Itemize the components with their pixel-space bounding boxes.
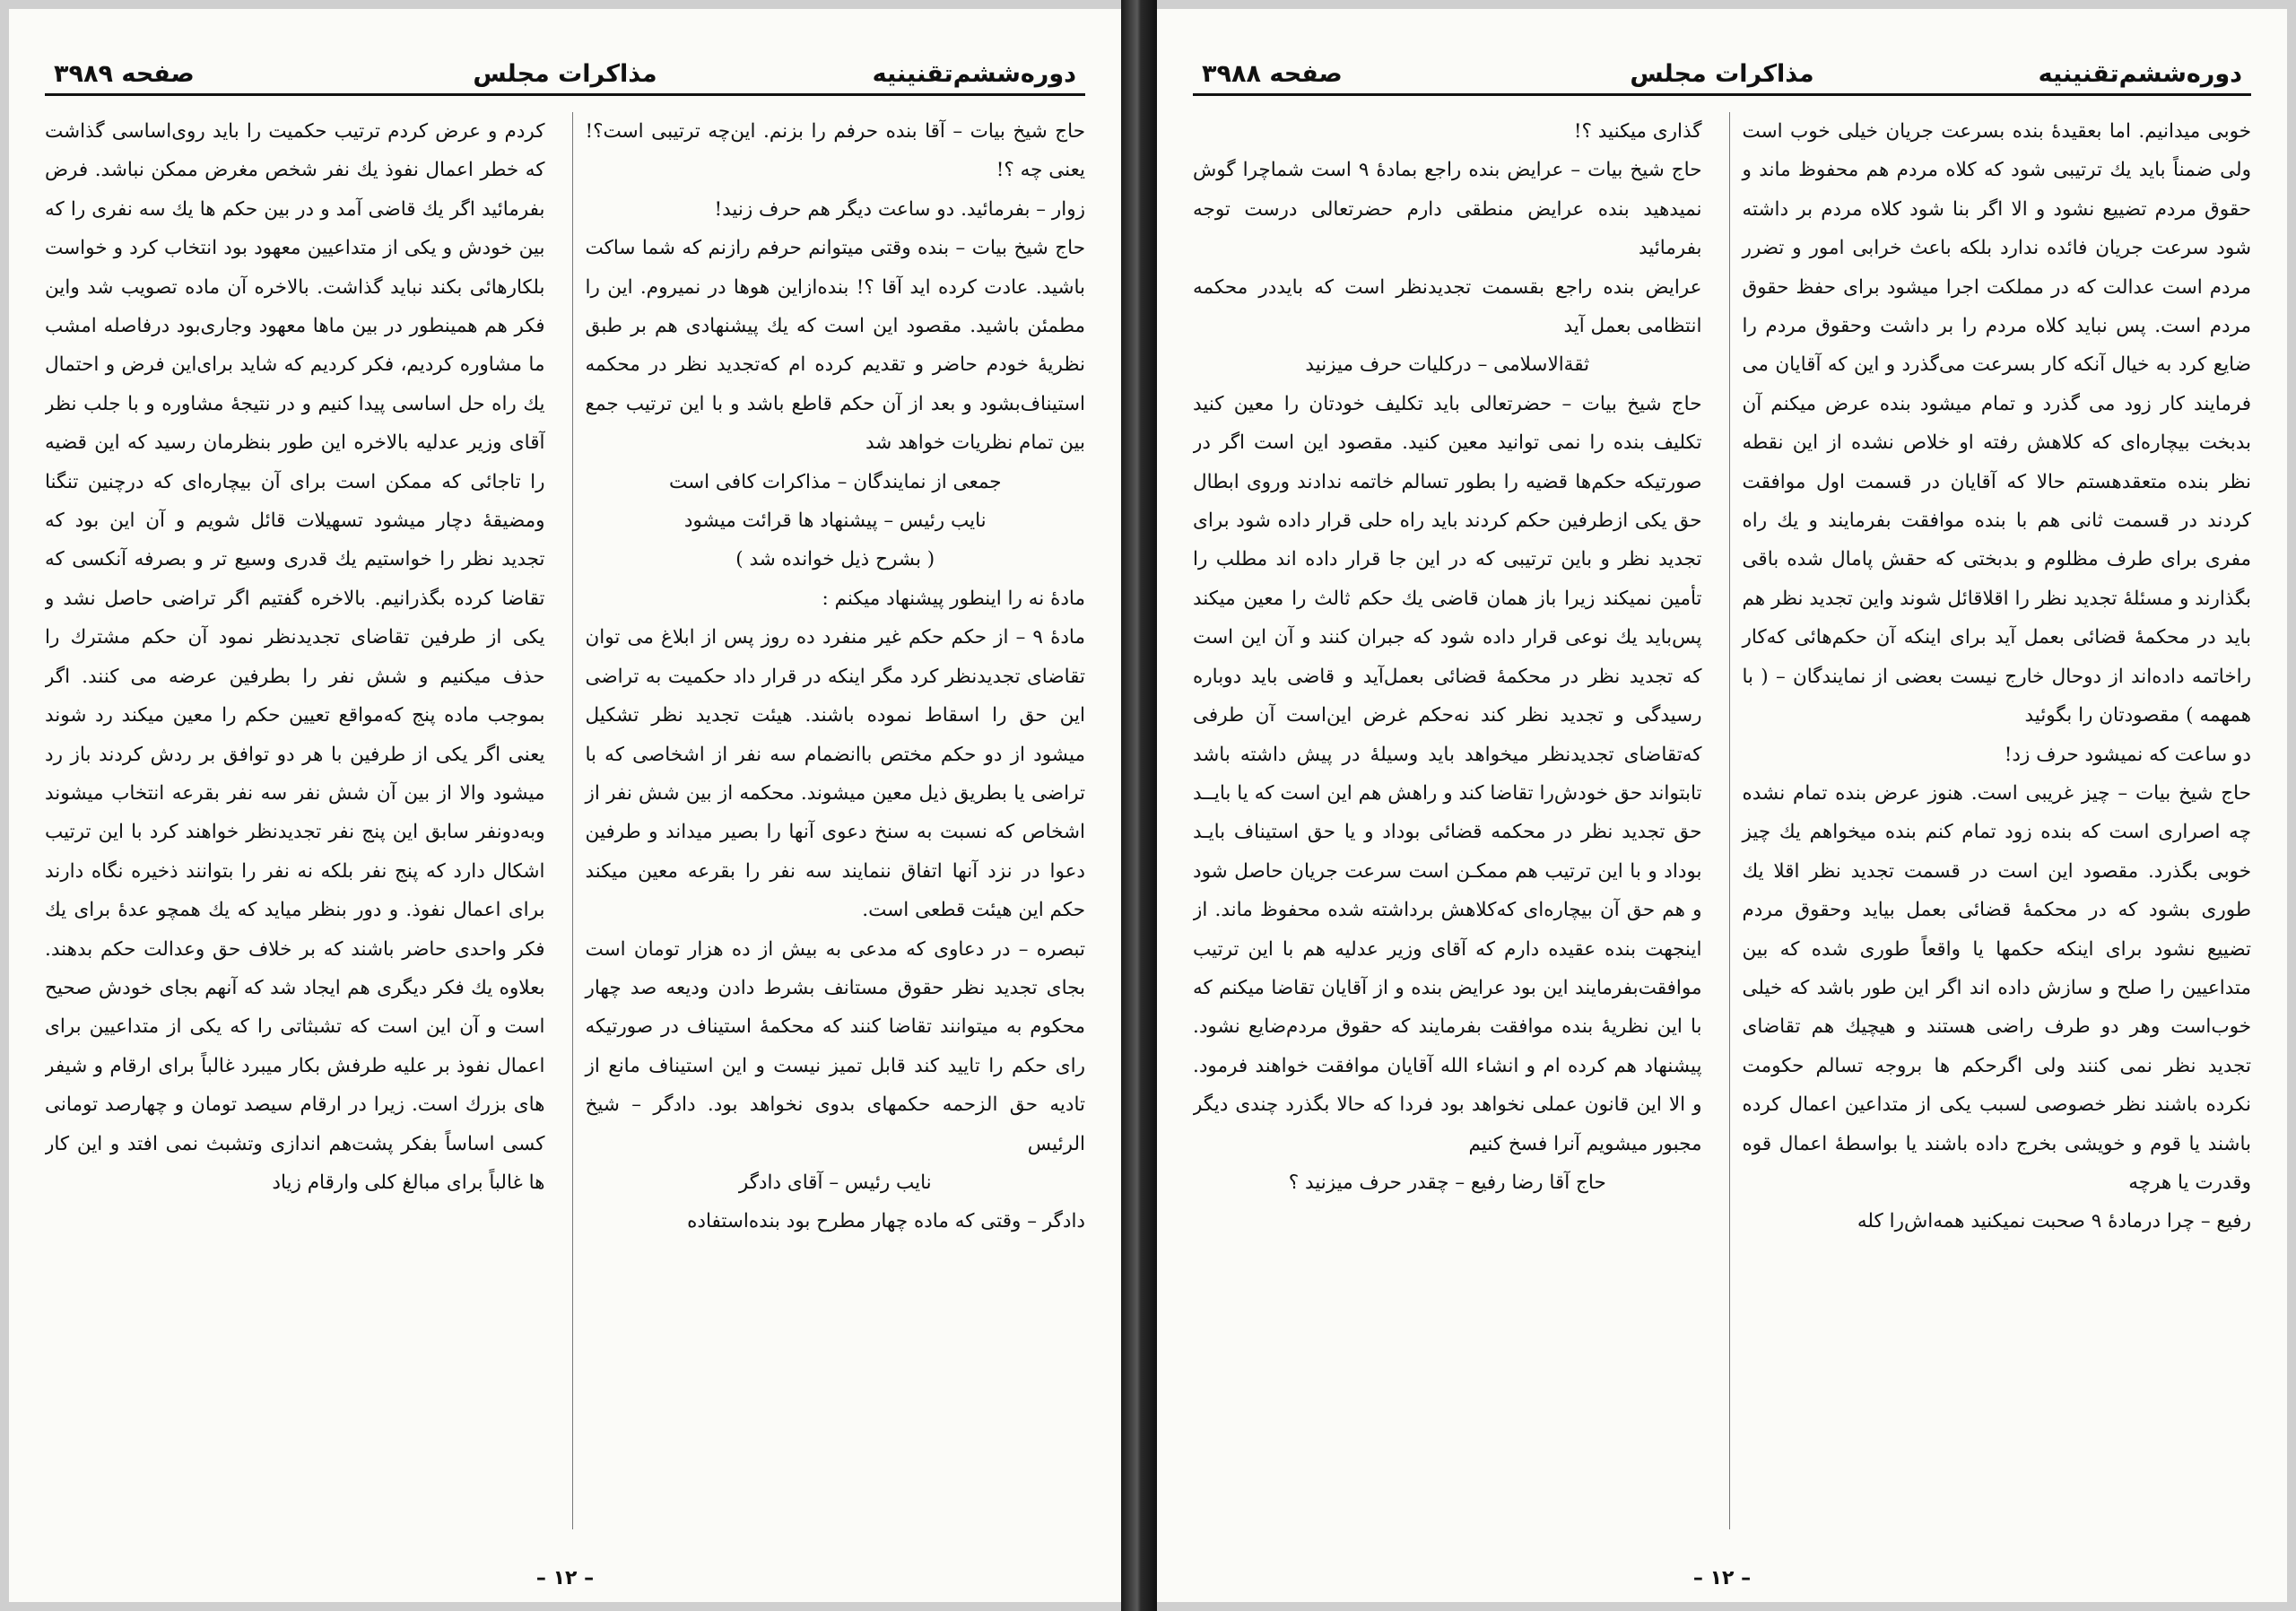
paragraph: دادگر – وقتی که ماده چهار مطرح بود بنده‌استفاده xyxy=(687,1210,1085,1233)
paragraph: کردم و عرض کردم ترتیب حکمیت را باید روی‌اساسی گذاشت که خطر اعمال نفوذ یك نفر شخص مغرض ممکن نباشد. فرض بفرمائید اگر یك قاضی آمد و در بین حکم ها یك سه نفری را که بین خودش و یکی از متداعیین معهود بود انتخاب کرد و خواست بلکارهائی بکند نباید گذاشت. بالاخره آن ماده تصویب شد واین فکر هم همینطور در بین ماها معهود وجاری‌بود درفاصله امشب ما مشاوره کردیم، فکر کردیم که شاید برای‌این فرض و احتمال یك راه حل اساسی پیدا کنیم و در نتیجهٔ مشاوره و با جلب نظر آقای وزیر عدلیه بالاخره این طور بنظرمان رسید که این قضیه را تاجائی که ممکن است برای آن بیچاره‌ای که درچنین تنگنا ومضیقهٔ دچار میشود تسهیلات قائل شویم و آن این بود که تجدید نظر را خواستیم یك قدری وسیع تر و بصرفه آنکسی که تقاضا کرده بگذرانیم. بالاخره گفتیم اگر تراضی حاصل نشد و یکی از طرفین تقاضای تجدیدنظر نمود آن حکم مشترك را حذف میکنیم و شش نفر را بطرفین عرضه می کنند. اگر بموجب ماده پنج که‌مواقع تعیین حکم را معین میکند رد شوند یعنی اگر یکی از طرفین با هر دو توافق بر ردش کردند باز رد میشود والا از بین آن شش نفر سه نفر بقرعه انتخاب میشوند وبه‌دونفر سابق این پنج نفر تجدیدنظر خواهند کرد با این ترتیب اشکال دارد که پنج نفر بلکه نه نفر را بتوانند ذخیره نگاه دارند برای اعمال نفوذ. و دور بنظر میاید که یك همچو عدهٔ برای یك فکر واحدی حاضر باشند که بر خلاف حق وعدالت حکم بدهند. بعلاوه یك فکر دیگری هم ایجاد شد که آنهم بجای خودش صحیح است و آن این است که تشبثاتی را که یکی از متداعیین برای اعمال نفوذ بر علیه طرفش بکار میبرد غالباً برای ارقام و شیفر های بزرك است. زیرا در ارقام سیصد تومان و چهارصد تومانی کسی اساساً بفکر پشت‌هم اندازی وتشبث نمی افتد و این کار ها غالباً برای مبالغ کلی وارقام زیاد xyxy=(45,120,545,1194)
paragraph: حاج شیخ بیات – چیز غریبی است. هنوز عرض بنده تمام نشده چه اصراری است که بنده زود تمام کنم بنده میخواهم یك چیز خوبی بگذرد. مقصود این است در قسمت تجدید نظر اقلا یك طوری بشود که در محکمهٔ قضائی بعمل بیاید وحقوق مردم تضییع نشود برای اینکه حکمها یا واقعاً طوری شده که بین متداعیین را صلح و سازش داده اند اگر این طور باشد که خیلی خوب‌است وهر دو طرف راضی هستند و هیچیك هم تقاضای تجدید نظر نمی کنند ولی اگرحکم ها بروجه تسالم حکومت نکرده باشند نظر خصوصی لسبب یکی از متداعین اعمال کرده باشند یا قوم و خویشی بخرج داده باشند یا بواسطهٔ اعمال قوه وقدرت یا هرچه xyxy=(1742,781,2251,1194)
header-session: دوره‌ششم‌تقنینیه xyxy=(872,60,1076,88)
column-left xyxy=(1193,112,1702,1529)
paragraph: جمعی از نمایندگان – مذاکرات کافی است xyxy=(668,470,1002,493)
header-title: مذاکرات مجلس xyxy=(473,60,657,88)
paragraph: نایب رئیس – آقای دادگر xyxy=(738,1171,932,1194)
text-columns xyxy=(45,112,1085,1529)
header-session: دوره‌ششم‌تقنینیه xyxy=(2038,60,2242,88)
paragraph: دو ساعت که نمیشود حرف زد! xyxy=(2004,743,2251,766)
page-3988 xyxy=(1157,9,2287,1602)
paragraph: خوبی میدانیم. اما بعقیدهٔ بنده بسرعت جریان خیلی خوب است ولی ضمناً باید یك ترتیبی شود که کلاه مردم هم محفوظ ماند و حقوق مردم تضییع نشود و الا اگر بنا شود کلاه مردم بر داشته شود سرعت جریان فائده ندارد بلکه باعث خرابی امور و تضرر مردم است عدالت که در مملکت اجرا میشود برای حفظ حقوق مردم است. پس نباید کلاه مردم را بر داشت وحقوق مردم را ضایع کرد به خیال آنکه کار بسرعت می‌گذرد و این که آقایان می فرمایند کار زود می گذرد و تمام میشود بنده عرض میکنم آن بدبخت بیچاره‌ای که کلاهش رفته او خلاص نشده از این نقطه نظر بنده متعقدهستم حالا که آقایان در قسمت اول موافقت کردند در قسمت ثانی هم با بنده موافقت بفرمایند و یك راه مفری برای طرف مظلوم و بدبختی که حقش پامال شده باقی بگذارند و مسئلهٔ تجدید نظر را اقلاقائل شوند واین تجدید نظر هم باید در محکمهٔ قضائی بعمل آید برای اینکه آن حکم‌هائی که‌کار راخاتمه داده‌اند از دوحال خارج نیست بعضی از نمایندگان – ( با همهمه ) مقصودتان را بگوئید xyxy=(1742,120,2251,727)
book-gutter xyxy=(1121,0,1157,1611)
paragraph: حاج آقا رضا رفیع – چقدر حرف میزنید ؟ xyxy=(1288,1171,1606,1194)
paragraph: حاج شیخ بیات – بنده وقتی میتوانم حرفم رازنم که شما ساکت باشید. عادت کرده اید آقا ؟! بنده‌ازاین هو‌ها در نمیروم. این را مطمئن باشید. مقصود این است که یك پیشنهادی هم بر طبق نظریهٔ خودم حاضر و تقدیم کرده ام که‌تجدید نظر در محکمه استیناف‌بشود و بعد از آن حکم قاطع باشد و با این ترتیب جمع بین تمام نظریات خواهد شد xyxy=(585,237,1085,455)
page-footer-number: – ۱۲ – xyxy=(1692,1567,1752,1589)
paragraph: حاج شیخ بیات – آقا بنده حرفم را بزنم. این‌چه ترتیبی است؟! یعنی چه ؟! xyxy=(585,120,1085,182)
header-title: مذاکرات مجلس xyxy=(1630,60,1814,88)
paragraph: ثقة‌الاسلامی – درکلیات حرف میزنید xyxy=(1305,353,1590,377)
page-header xyxy=(1193,36,2251,96)
text-columns xyxy=(1193,112,2251,1529)
paragraph: گذاری میکنید ؟! xyxy=(1573,120,1702,143)
page-header xyxy=(45,36,1085,96)
column-right xyxy=(572,112,1086,1529)
paragraph: عرایض بنده راجع بقسمت تجدیدنظر است که بایددر محکمه انتظامی بعمل آید xyxy=(1193,275,1702,338)
page-footer-number: – ۱۲ – xyxy=(535,1567,595,1589)
paragraph: ( بشرح ذیل خوانده شد ) xyxy=(735,548,935,571)
paragraph: تبصره – در دعاوی که مدعی به بیش از ده هزار تومان است بجای تجدید نظر حقوق مستانف بشرط دادن ودیعه صد چهار محکوم به میتوانند تقاضا کنند که محکمهٔ استیناف در صورتیکه رای حکم را تایید کند قابل تمیز نیست و این استیناف مانع از تادیه حق الزحمه حکمهای بدوی نخواهد بود. دادگر – شیخ الرئیس xyxy=(585,937,1085,1155)
column-left xyxy=(45,112,545,1529)
paragraph: حاج شیخ بیات – حضرتعالی باید تکلیف خودتان را معین کنید تکلیف بنده را نمی توانید معین کنید. مقصود این است اگر در صورتیکه حکم‌ها قضیه را بطور تسالم خاتمه ندادند وروی ابطال حق یکی ازطرفین حکم کردند باید راه حلی قرار داده شود برای تجدید نظر و باین ترتیبی که در این جا قرار داده اند مطلب را تأمین نمیکند زیرا باز همان قاضی یك حکم ثالث را معین میکند پس‌باید یك نوعی قرار داده شود که جبران کنند و آن این است که تجدید نظر در محکمهٔ قضائی بعمل‌آید و قاضی باید دوباره رسیدگی و تجدید نظر کند نه‌حکم غرض این‌است آن طرفی که‌تقاضای تجدید‌نظر میخواهد باید وسیلهٔ در پیش داشته باشد تا‌بتواند حق خودش‌را تقاضا کند و راهش هم این است که یا بایــد حق تجدید نظر در محکمه قضائی بوداد و یا حق استیناف بایـد بوداد و با این ترتیب هم ممکـن است سرعت جریان حاصل شود و هم حق آن بیچاره‌ای که‌کلاهش برداشته شده محفوظ ماند. از اینجهت بنده عقیده دارم که آقای وزیر عدلیه هم با این ترتیب موافقت‌بفرمایند این بود عرایض بنده و از آقایان تقاضا میکنم که با این نظریهٔ بنده موافقت بفرمایند که حقوق مردم‌ضایع نشود. پیشنهاد هم کرده ام و انشاء الله آقایان موافقت خواهند فرمود. و الا این قانون عملی نخواهد بود فردا که حالا بگذرد چندی دیگر مجبور میشویم آنرا فسخ کنیم xyxy=(1193,392,1702,1155)
paragraph: حاج شیخ بیات – عرایض بنده راجع بمادهٔ ۹ است شماچرا گوش نمیدهید بنده عرایض منطقی دارم حضرتعالی درست توجه بفرمائید xyxy=(1193,159,1702,260)
paragraph: نایب رئیس – پیشنهاد ها قرائت میشود xyxy=(683,509,987,533)
header-page-number: صفحه ۳۹۸۸ xyxy=(1202,60,1343,88)
paragraph: رفیع – چرا درمادهٔ ۹ صحبت نمیکنید همه‌اش‌را کله xyxy=(1857,1210,2251,1233)
paragraph: مادهٔ ۹ – از حکم حکم غیر منفرد ده روز پس از ابلاغ می توان تقاضای تجدیدنظر کرد مگر اینکه در قرار داد حکمیت به تراضی این حق را اسقاط نموده باشند. هیئت تجدید نظر تشکیل میشود از دو حکم مختص باانضمام سه نفر از اشخاصی که با تراضی یا بطریق ذیل معین میشوند. محکمه از بین شش نفر از اشخاص که نسبت به سنخ دعوی آنها را بصیر میداند و طرفین دعوا در نزد آنها اتفاق ننمایند سه نفر را بقرعه معین میکند حکم این هیئت قطعی است. xyxy=(585,626,1085,922)
header-page-number: صفحه ۳۹۸۹ xyxy=(54,60,195,88)
page-3989 xyxy=(9,9,1121,1602)
column-right xyxy=(1729,112,2252,1529)
paragraph: مادهٔ نه را اینطور پیشنهاد میکنم : xyxy=(822,587,1085,610)
paragraph: زوار – بفرمائید. دو ساعت دیگر هم حرف‌ زنید! xyxy=(714,197,1085,221)
